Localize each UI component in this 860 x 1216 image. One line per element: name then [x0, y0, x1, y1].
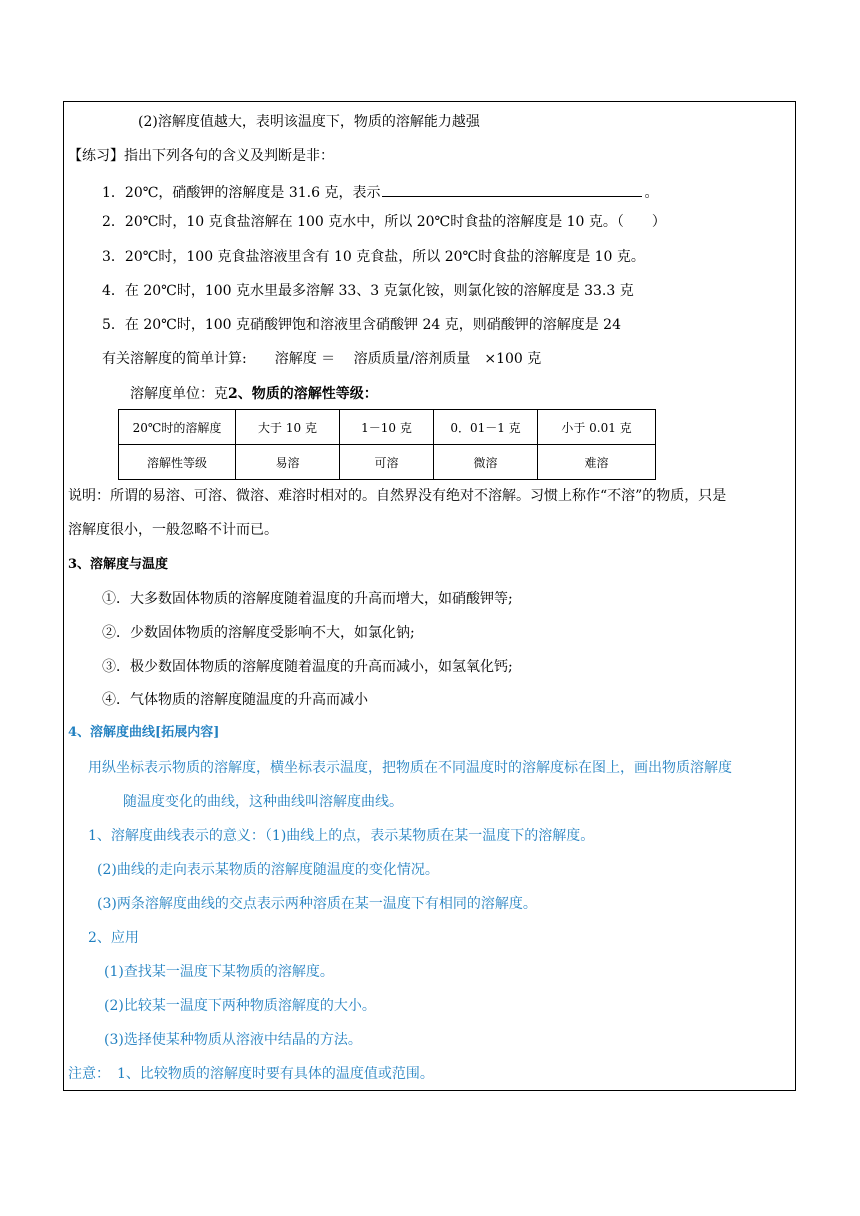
table-cell: 可溶 [340, 445, 434, 480]
temp-item-3: ③．极少数固体物质的溶解度随着温度的升高而减小，如氢氧化钙; [102, 659, 513, 675]
table-cell: 溶解性等级 [119, 445, 236, 480]
table-row [119, 410, 656, 445]
application-item-2: (2)比较某一温度下两种物质溶解度的大小。 [104, 998, 376, 1014]
table-cell: 微溶 [434, 445, 538, 480]
exercise-item-1 [102, 182, 658, 203]
section-4-heading: 4、溶解度曲线[拓展内容] [68, 725, 220, 740]
meaning-line-1: 1、溶解度曲线表示的意义：（1)曲线上的点，表示某物质在某一温度下的溶解度。 [88, 828, 595, 844]
application-item-1: (1)查找某一温度下某物质的溶解度。 [104, 964, 334, 980]
temp-item-2: ②．少数固体物质的溶解度受影响不大，如氯化钠; [102, 625, 415, 641]
table-cell: 20℃时的溶解度 [119, 410, 236, 445]
solubility-table [118, 409, 656, 480]
meaning-line-2: (2)曲线的走向表示某物质的溶解度随温度的变化情况。 [97, 862, 439, 878]
unit-line [130, 384, 378, 404]
answer-blank[interactable] [382, 182, 642, 197]
exercise-heading: 【练习】指出下列各句的含义及判断是非： [68, 148, 334, 164]
exercise-item-1-text: 1．20℃，硝酸钾的溶解度是 31.6 克，表示 [102, 185, 381, 201]
application-heading: 2、应用 [88, 930, 139, 946]
table-cell: 1－10 克 [340, 410, 434, 445]
temp-item-1: ①．大多数固体物质的溶解度随着温度的升高而增大，如硝酸钾等; [102, 591, 513, 607]
exercise-item-2: 2．20℃时，10 克食盐溶解在 100 克水中，所以 20℃时食盐的溶解度是 10 克。（ ） [102, 214, 666, 230]
table-cell: 难溶 [538, 445, 656, 480]
table-cell: 易溶 [236, 445, 340, 480]
note-line-2: 溶解度很小，一般忽略不计而已。 [68, 522, 278, 538]
exercise-item-3: 3．20℃时，100 克食盐溶液里含有 10 克食盐，所以 20℃时食盐的溶解度是 10 克。 [102, 249, 645, 265]
exercise-item-1-end: 。 [644, 185, 659, 201]
text-line: (2)溶解度值越大，表明该温度下，物质的溶解能力越强 [138, 114, 480, 130]
attention-note: 注意： 1、比较物质的溶解度时要有具体的温度值或范围。 [68, 1066, 434, 1082]
table-cell: 大于 10 克 [236, 410, 340, 445]
application-item-3: (3)选择使某种物质从溶液中结晶的方法。 [104, 1032, 362, 1048]
note-line-1: 说明：所谓的易溶、可溶、微溶、难溶时相对的。自然界没有绝对不溶解。习惯上称作“不溶”的物质，只是 [68, 488, 727, 504]
table-cell: 0．01－1 克 [434, 410, 538, 445]
unit-text: 溶解度单位：克 [130, 386, 228, 402]
table-cell: 小于 0.01 克 [538, 410, 656, 445]
exercise-item-4: 4．在 20℃时，100 克水里最多溶解 33、3 克氯化铵，则氯化铵的溶解度是 33.3 克 [102, 283, 634, 299]
section-3-heading: 3、溶解度与温度 [68, 557, 169, 572]
curve-definition-1: 用纵坐标表示物质的溶解度，横坐标表示温度，把物质在不同温度时的溶解度标在图上，画出物质溶解度 [88, 760, 732, 776]
section-2-heading: 2、物质的溶解性等级： [228, 386, 378, 402]
table-row [119, 445, 656, 480]
calc-formula: 有关溶解度的简单计算: 溶解度 ＝ 溶质质量/溶剂质量 ×100 克 [102, 351, 542, 367]
meaning-line-3: (3)两条溶解度曲线的交点表示两种溶质在某一温度下有相同的溶解度。 [97, 896, 537, 912]
temp-item-4: ④．气体物质的溶解度随温度的升高而减小 [102, 692, 368, 708]
exercise-item-5: 5．在 20℃时，100 克硝酸钾饱和溶液里含硝酸钾 24 克，则硝酸钾的溶解度是 24 [102, 317, 621, 333]
curve-definition-2: 随温度变化的曲线，这种曲线叫溶解度曲线。 [123, 794, 403, 810]
